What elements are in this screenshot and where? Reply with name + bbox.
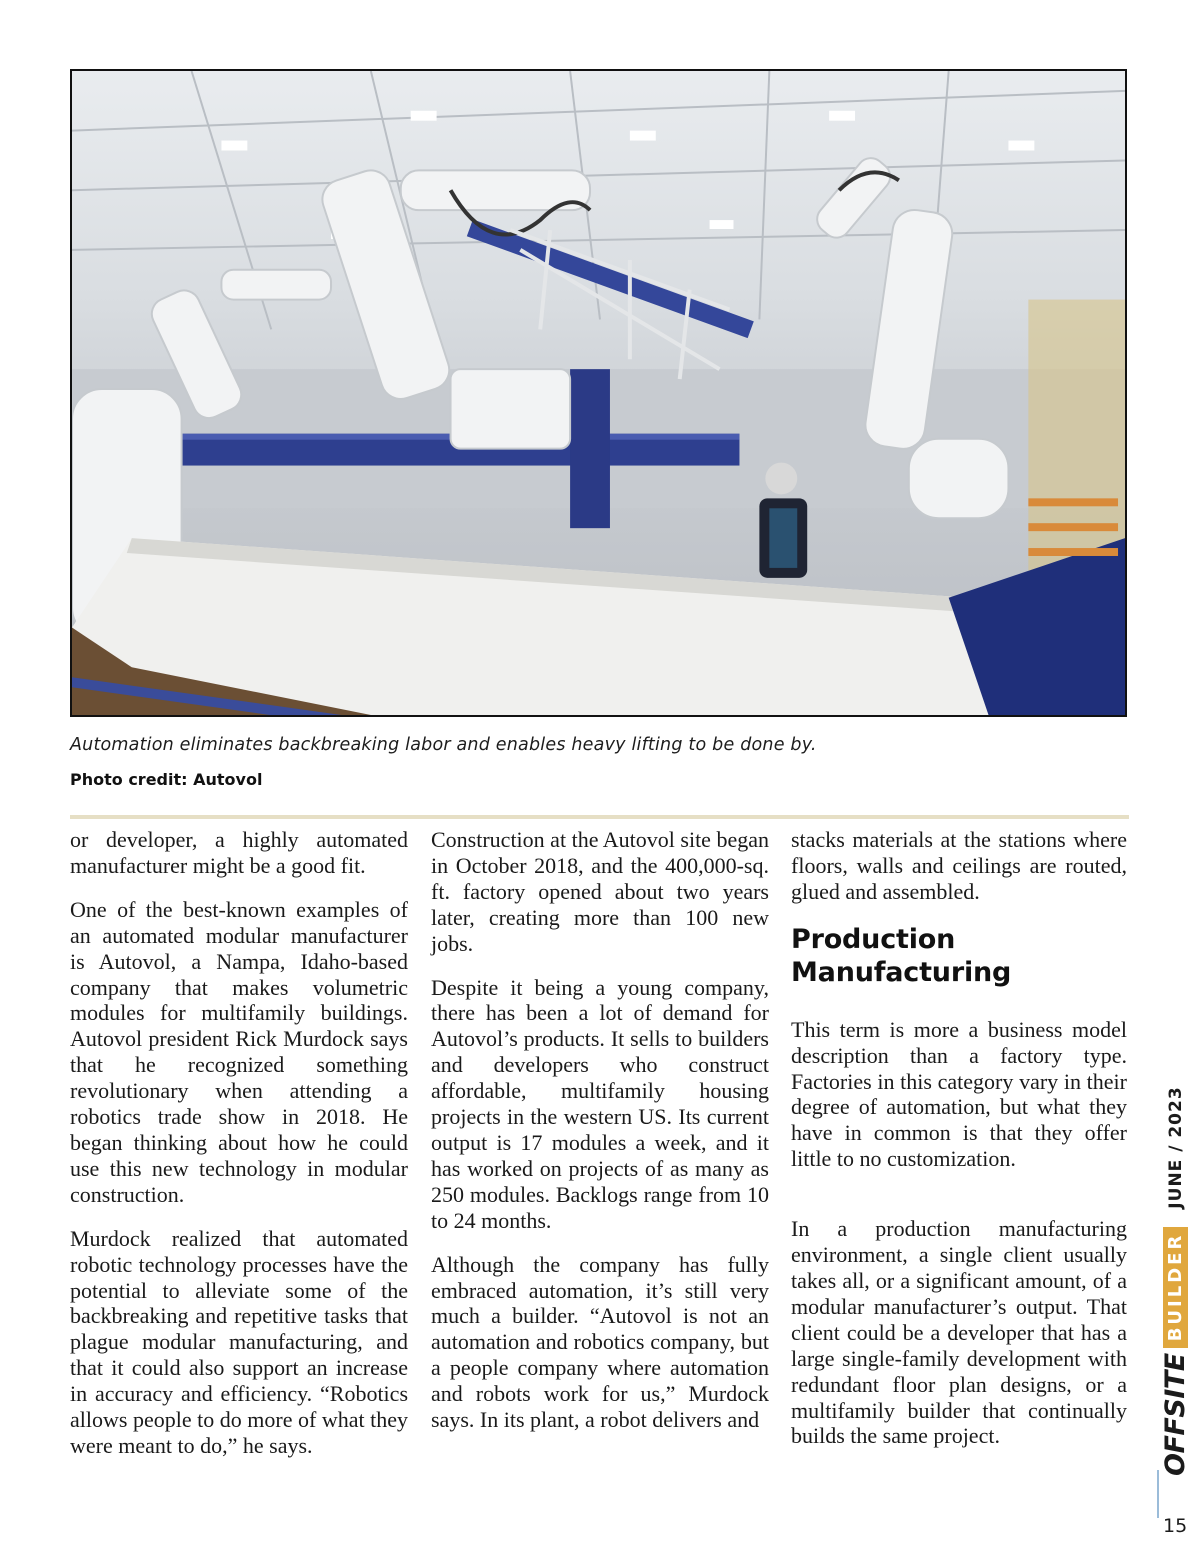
magazine-masthead (1160, 1086, 1191, 1476)
paragraph: One of the best-known examples of an automated modular manufacturer is Autovol, a Nampa, Idaho-based company that makes volumetric modules for multifamily buildings. Autovol president Rick Murdock says that he recognized something revolutionary when attending a robotics trade show in 2018. He began thinking about how he could use this new technology in modular construction. (70, 896, 408, 1207)
section-heading: Production Manufacturing (791, 923, 1012, 988)
paragraph: or developer, a highly automated manufacturer might be a good fit. (70, 827, 408, 878)
paragraph: Despite it being a young company, there has been a lot of demand for Autovol’s products. It sells to builders and developers who construct affordable, multifamily housing projects in the western US. Its current output is 17 modules a week, and it has worked on projects of as many as 250 modules. Backlogs range from 10 to 24 months. (431, 974, 769, 1233)
article-photo (70, 69, 1127, 717)
folio-divider (1157, 1470, 1159, 1518)
section-divider (70, 815, 1129, 819)
page-number: 15 (1163, 1515, 1188, 1537)
paragraph: Although the company has fully embraced automation, it’s still very much a builder. “Autovol is not an automation and robotics company, but a people company where automation and robots work for us,” Murdock says. In its plant, a robot delivers and (431, 1251, 769, 1433)
paragraph: Murdock realized that automated robotic technology processes have the potential to alleviate some of the backbreaking and repetitive tasks that plague modular manufacturing, and that it could also support an increase in accuracy and efficiency. “Robotics allows people to do more of what they were meant to do,” he says. (70, 1225, 408, 1458)
paragraph: stacks materials at the stations where floors, walls and ceilings are routed, glued and assembled. (791, 827, 1127, 904)
paragraph: Construction at the Autovol site began in October 2018, and the 400,000-sq. ft. factory opened about two years later, creating more than 100 new jobs. (431, 827, 769, 956)
issue-date: JUNE / 2023 (1165, 1086, 1186, 1209)
masthead-builder: BUILDER (1163, 1227, 1188, 1349)
masthead-offsite: OFFSITE (1160, 1353, 1191, 1476)
paragraph: In a production manufacturing environment, a single client usually takes all, or a significant amount, of a modular manufacturer’s output. That client could be a developer that has a large single-family development with redundant floor plan designs, or a multifamily builder that continually builds the same project. (791, 1216, 1127, 1449)
photo-credit: Photo credit: Autovol (70, 770, 263, 789)
factory-robots-illustration (72, 71, 1125, 715)
text-column-1 (70, 827, 408, 1477)
text-column-2 (431, 827, 769, 1451)
photo-caption: Automation eliminates backbreaking labor and enables heavy lifting to be done by. (70, 735, 817, 755)
paragraph: This term is more a business model description than a factory type. Factories in this category vary in their degree of automation, but what they have in common is that they offer little to no customization. (791, 1016, 1127, 1172)
text-column-3 (791, 827, 1127, 1467)
